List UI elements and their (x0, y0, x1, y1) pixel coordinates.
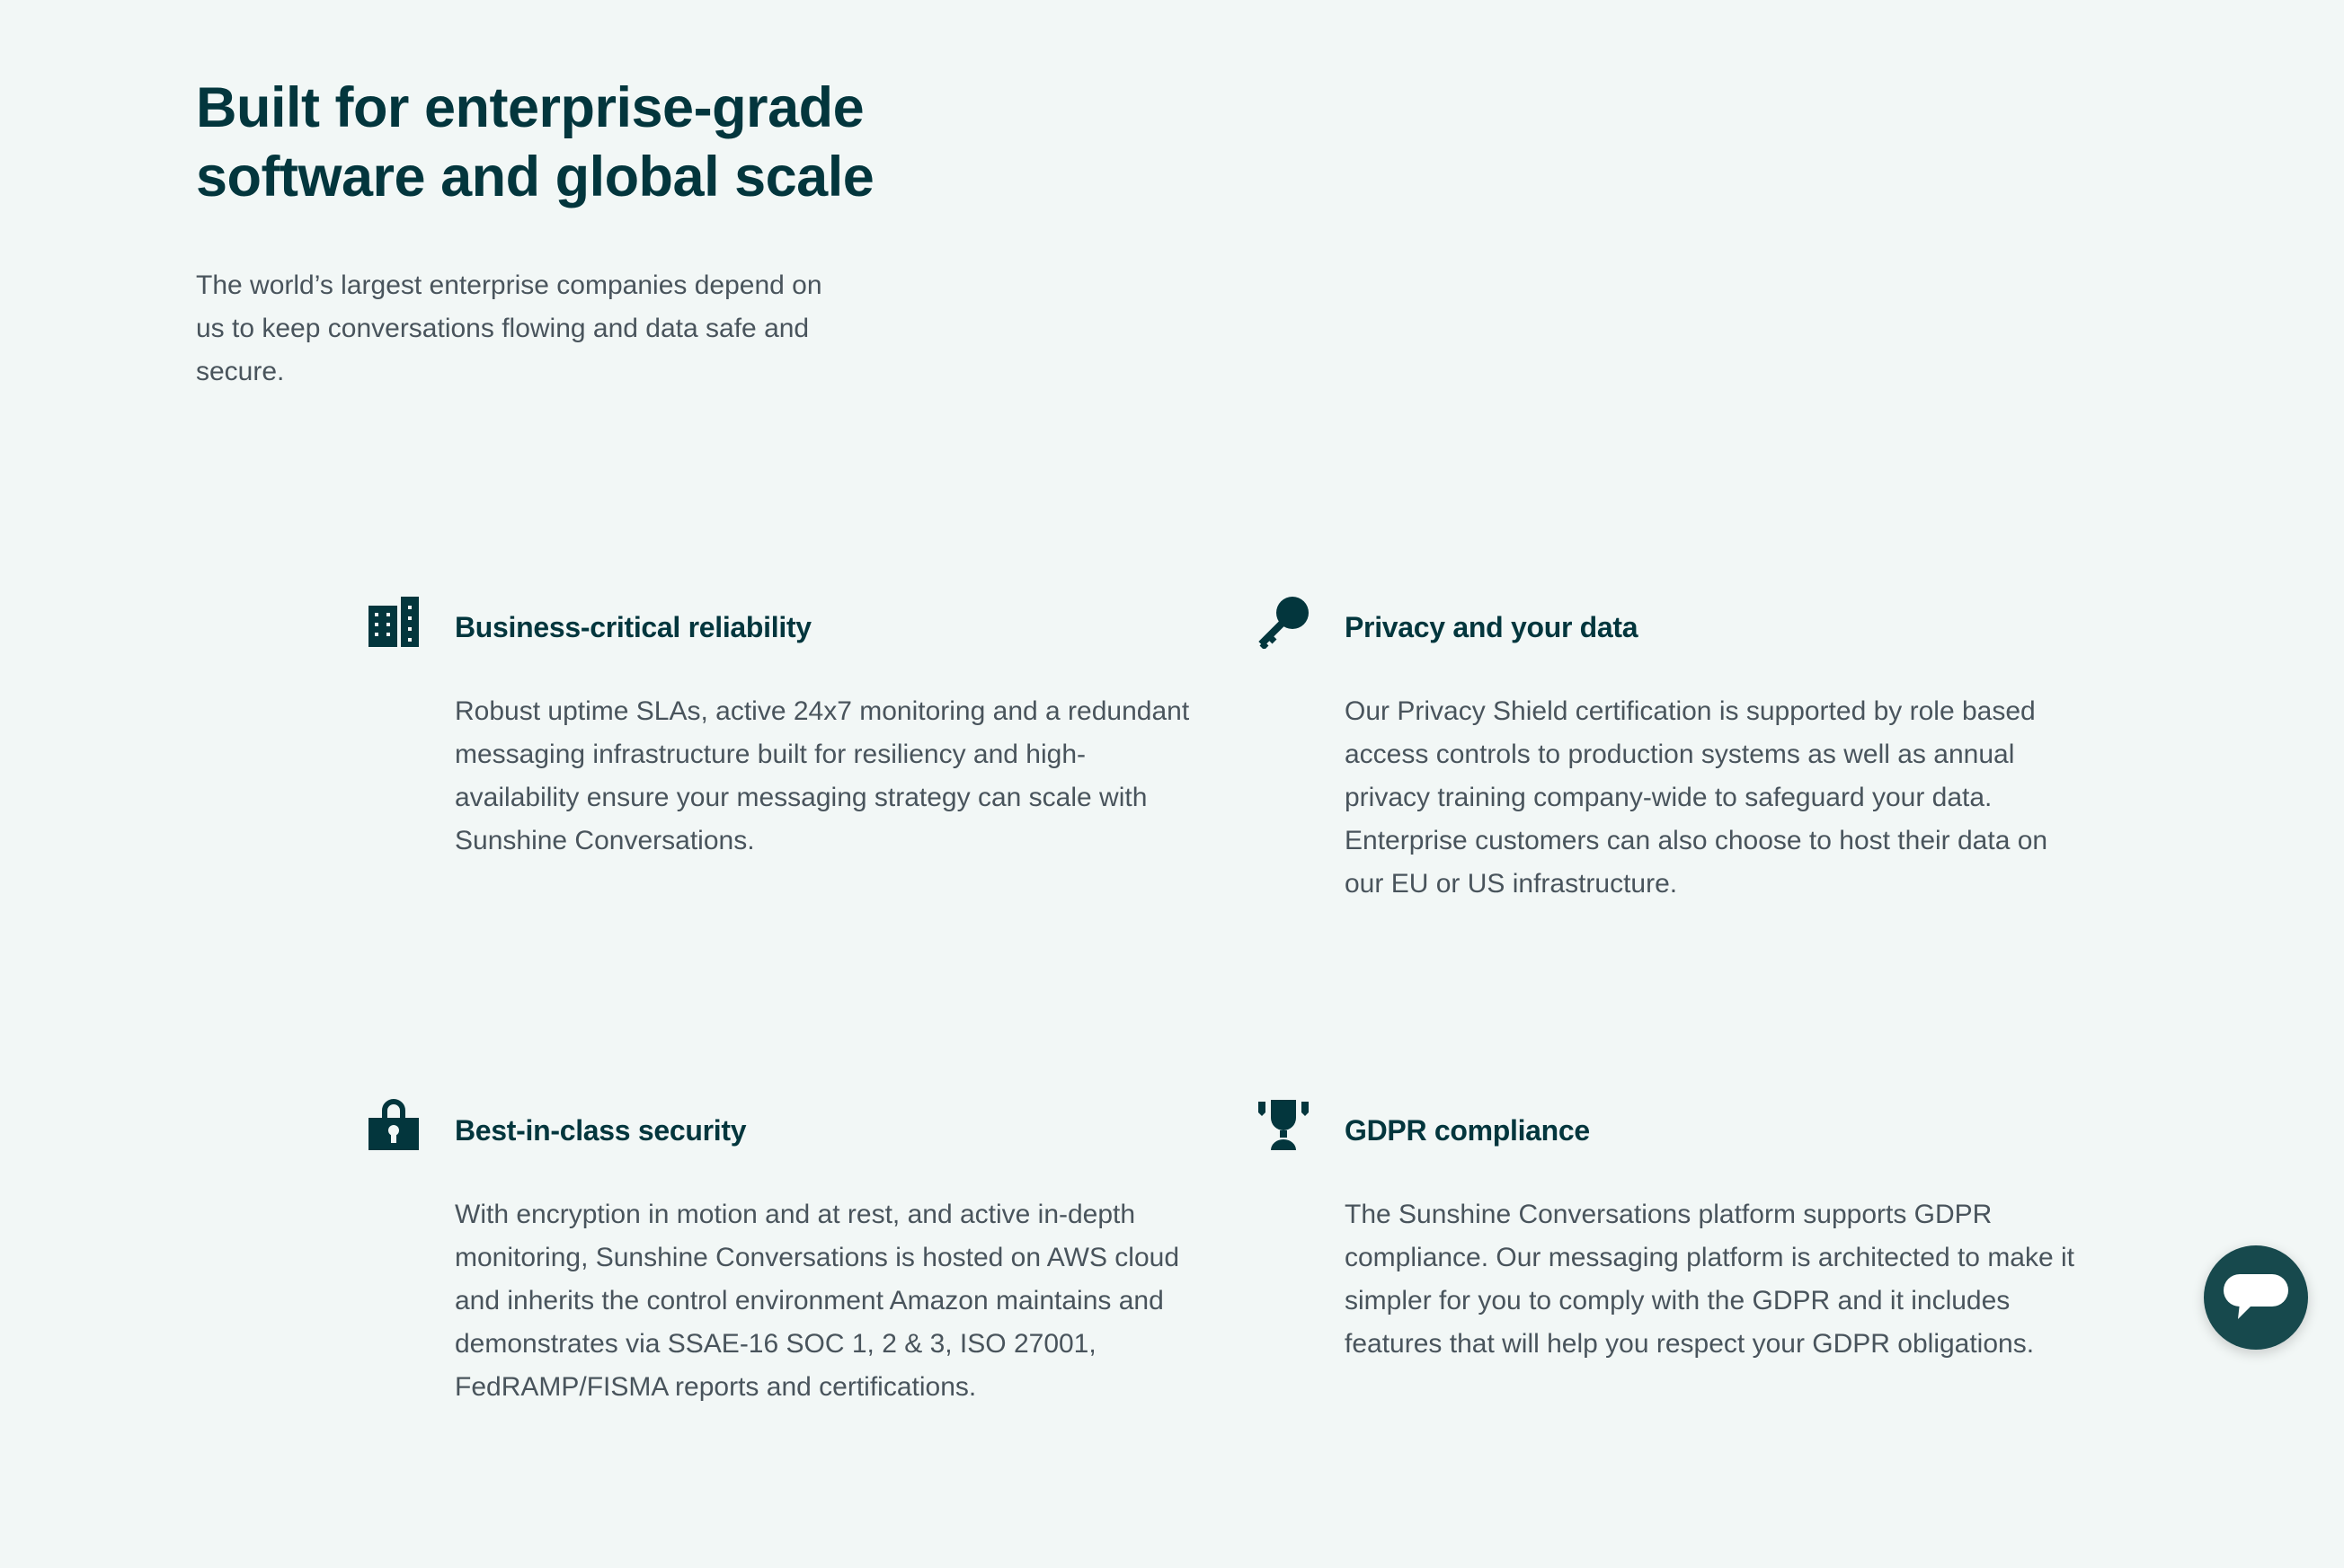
feature-description: Our Privacy Shield certification is supported by role based access controls to production systems as well as annual privacy training company-wide to safeguard your data. Enterprise customers can also choose to host their data on our EU or US infrastructure. (1345, 696, 2048, 899)
key-icon (1256, 595, 1310, 649)
feature-privacy (1345, 607, 2082, 906)
feature-title: Business-critical reliability (455, 611, 812, 643)
feature-description: With encryption in motion and at rest, and active in-depth monitoring, Sunshine Conversations is hosted on AWS cloud and inherits the control environment Amazon maintains and demonstrates via SSAE-16 SOC 1, 2 & 3, ISO 27001, FedRAMP/FISMA reports and certifications. (455, 1200, 1180, 1402)
feature-description: The Sunshine Conversations platform supports GDPR compliance. Our messaging platform is architected to make it simpler for you to comply with the GDPR and it includes features that will help you respect your GDPR obligations. (1345, 1200, 2075, 1359)
feature-description: Robust uptime SLAs, active 24x7 monitoring and a redundant messaging infrastructure built for resiliency and high-availability ensure your messaging strategy can scale with Sunshine Conversations. (455, 696, 1190, 855)
lock-icon (367, 1098, 421, 1152)
hero-description: The world’s largest enterprise companies depend on us to keep conversations flowing and data safe and secure. (196, 270, 822, 386)
trophy-icon (1256, 1098, 1310, 1152)
feature-security (455, 1111, 1192, 1409)
feature-title: GDPR compliance (1345, 1114, 1590, 1147)
page-title-line-1: Built for enterprise-grade (196, 76, 865, 139)
page-title-line-2: software and global scale (196, 146, 875, 208)
feature-title: Privacy and your data (1345, 611, 1638, 643)
feature-title: Best-in-class security (455, 1114, 747, 1147)
page-title (196, 74, 1005, 212)
building-icon (367, 595, 421, 649)
feature-reliability (455, 607, 1192, 863)
chat-widget-button[interactable] (2204, 1245, 2308, 1350)
chat-bubble-icon (2222, 1272, 2290, 1323)
hero-section (196, 74, 1005, 394)
feature-gdpr (1345, 1111, 2082, 1366)
